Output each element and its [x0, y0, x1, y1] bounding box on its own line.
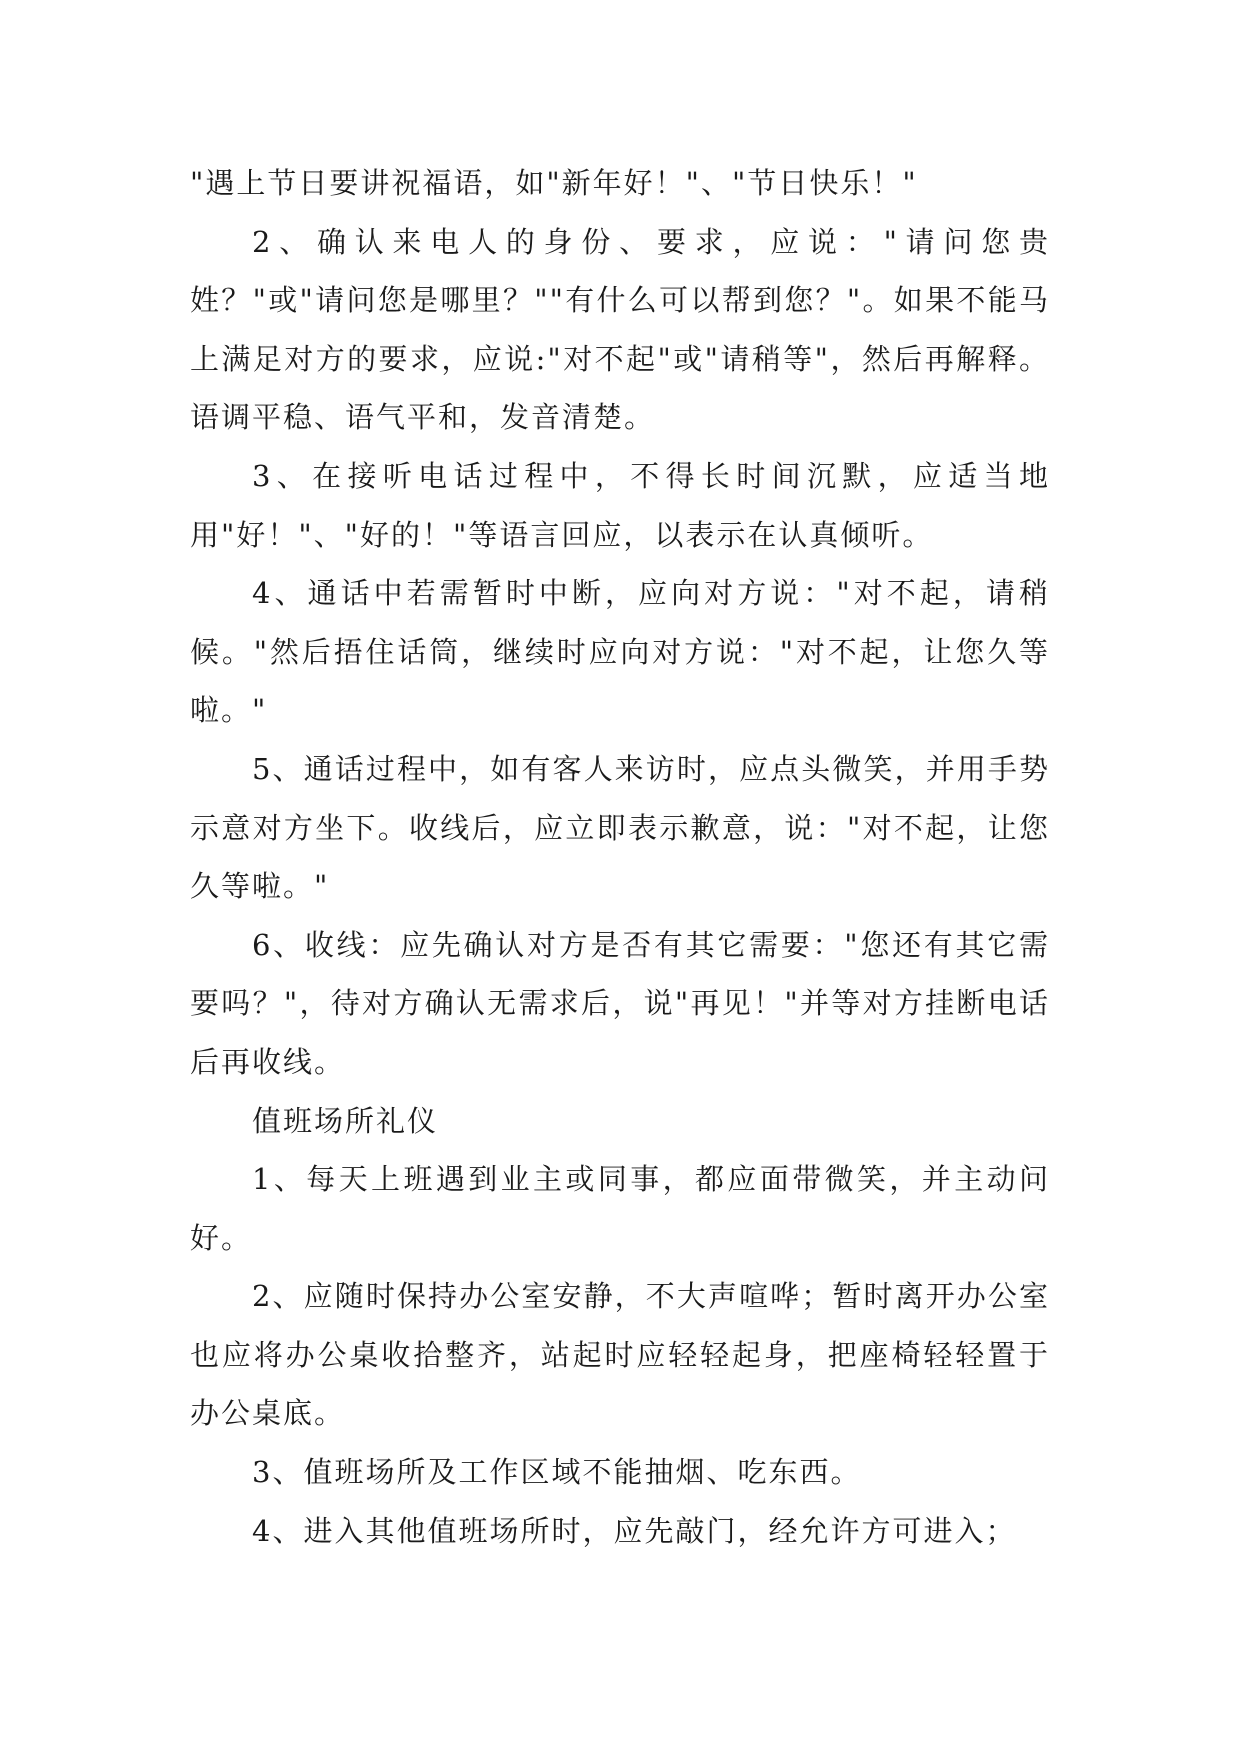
paragraph-interrupt-call: 4、通话中若需暂时中断，应向对方说："对不起，请稍候。"然后捂住话筒，继续时应向对方说："对不起，让您久等啦。" [190, 576, 1050, 728]
document-body [190, 154, 1050, 1560]
paragraph-visitor-during-call: 5、通话过程中，如有客人来访时，应点头微笑，并用手势示意对方坐下。收线后，应立即表示歉意，说："对不起，让您久等啦。" [190, 751, 1050, 904]
paragraph-end-call: 6、收线：应先确认对方是否有其它需要："您还有其它需要吗？"，待对方确认无需求后，说"再见！"并等对方挂断电话后再收线。 [190, 927, 1050, 1079]
paragraph-keep-quiet: 2、应随时保持办公室安静，不大声喧哗；暂时离开办公室也应将办公桌收拾整齐，站起时应轻轻起身，把座椅轻轻置于办公桌底。 [190, 1279, 1050, 1431]
paragraph-no-smoking: 3、值班场所及工作区域不能抽烟、吃东西。 [252, 1455, 862, 1490]
paragraph-confirm-caller: 2、确认来电人的身份、要求，应说："请问您贵姓？"或"请问您是哪里？""有什么可以帮到您？"。如果不能马上满足对方的要求，应说:"对不起"或"请稍等"，然后再解释。语调平稳、语气平和，发音清楚。 [190, 224, 1050, 435]
paragraph-listening: 3、在接听电话过程中，不得长时间沉默，应适当地用"好！"、"好的！"等语言回应，以表示在认真倾听。 [190, 458, 1050, 552]
paragraph-knock-door: 4、进入其他值班场所时，应先敲门，经允许方可进入； [252, 1513, 1017, 1548]
paragraph-greet-colleagues: 1、每天上班遇到业主或同事，都应面带微笑，并主动问好。 [190, 1162, 1050, 1255]
section-heading-duty-etiquette: 值班场所礼仪 [252, 1103, 439, 1138]
paragraph-holiday-greeting: "遇上节日要讲祝福语，如"新年好！"、"节日快乐！" [190, 166, 918, 200]
